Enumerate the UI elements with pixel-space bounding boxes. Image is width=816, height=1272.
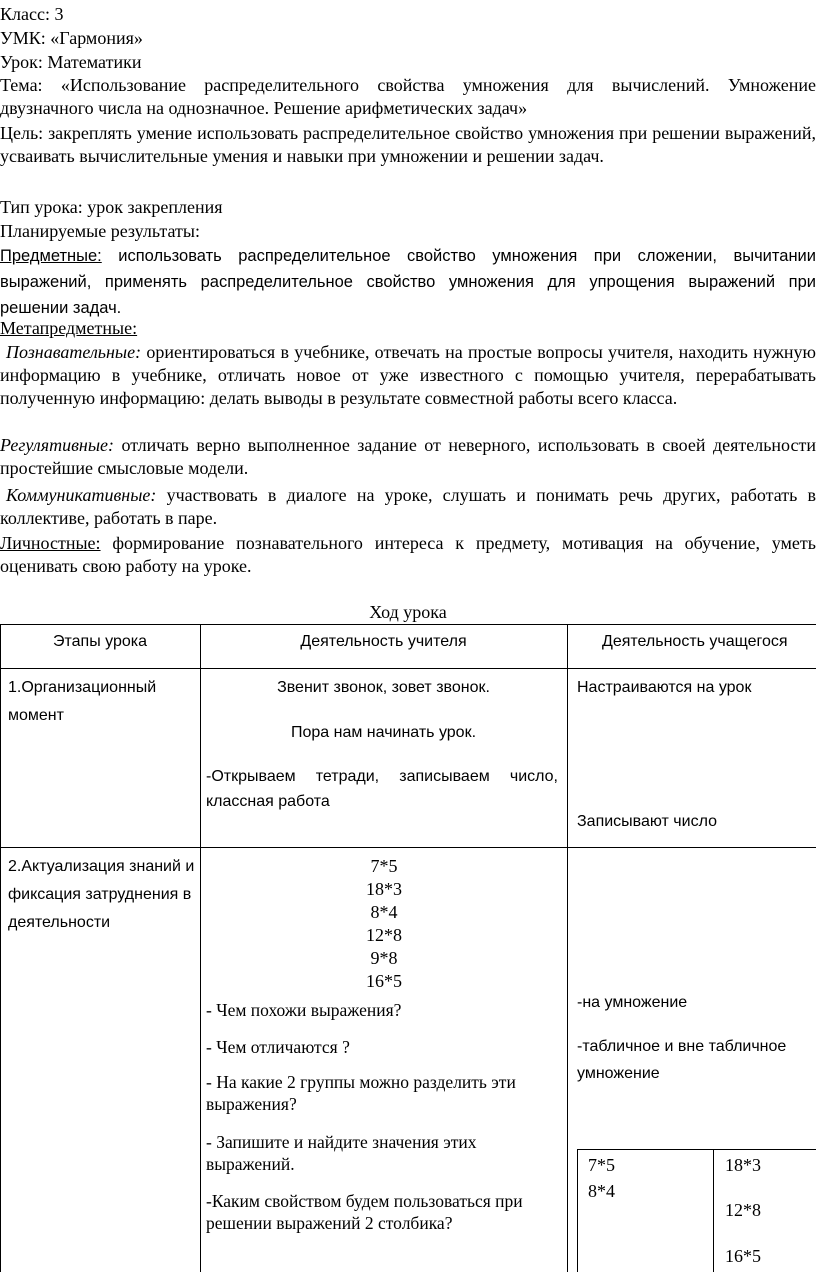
row1-stage: 1.Организационный момент	[8, 679, 157, 724]
course-table	[0, 624, 816, 1272]
regulative-results	[0, 434, 816, 480]
col-header-stages: Этапы урока	[52, 633, 148, 650]
inner-table-cell: 8*4	[588, 1181, 615, 1201]
umk-line: УМК: «Гармония»	[0, 28, 143, 48]
expression: 9*8	[370, 948, 398, 968]
table-border-top	[0, 624, 816, 625]
col-header-teacher: Деятельность учителя	[300, 633, 467, 650]
expression: 12*8	[366, 925, 402, 945]
student-answer: -табличное и вне табличное умножение	[577, 1038, 787, 1082]
inner-table-top	[577, 1149, 816, 1150]
communicative-label: Коммуникативные:	[6, 485, 157, 505]
inner-table-cell: 12*8	[725, 1200, 761, 1220]
communicative-results	[0, 484, 816, 530]
row1-student-line1: Настраиваются на урок	[577, 679, 752, 696]
row2-stage: 2.Актуализация знаний и фиксация затруднения в деятельности	[8, 858, 195, 931]
cognitive-results	[0, 341, 816, 410]
teacher-question: - На какие 2 группы можно разделить эти выражения?	[206, 1072, 516, 1114]
personal-results	[0, 532, 816, 578]
table-header-line	[0, 668, 816, 669]
regulative-label: Регулятивные:	[0, 435, 114, 455]
inner-table-cell: 16*5	[725, 1246, 761, 1266]
meta-label-text: Метапредметные:	[0, 318, 138, 338]
expression: 8*4	[370, 902, 398, 922]
row1-student-line2: Записывают число	[577, 813, 717, 830]
inner-table-cell: 7*5	[588, 1155, 615, 1175]
row1-teacher-line3: -Открываем тетради, записываем число, классная работа	[206, 768, 558, 810]
inner-table-cell: 18*3	[725, 1155, 761, 1175]
lesson-type: Тип урока: урок закрепления	[0, 197, 223, 217]
row1-teacher-line2: Пора нам начинать урок.	[290, 724, 477, 741]
table-row-line	[0, 847, 816, 848]
personal-label: Личностные:	[0, 533, 101, 553]
class-line: Класс: 3	[0, 4, 64, 24]
row1-teacher-line1: Звенит звонок, зовет звонок.	[277, 679, 490, 696]
inner-table-left	[577, 1149, 578, 1272]
expression: 16*5	[366, 971, 402, 991]
lesson-line: Урок: Математики	[0, 52, 142, 72]
personal-text: формирование познавательного интереса к предмету, мотивация на обучение, уметь оценивать свою работу на уроке.	[0, 533, 816, 576]
student-answer: -на умножение	[577, 994, 688, 1011]
expression: 18*3	[366, 879, 402, 899]
expression: 7*5	[370, 856, 398, 876]
teacher-question: - Чем похожи выражения?	[206, 1000, 402, 1020]
inner-table-mid	[713, 1149, 714, 1272]
subject-results	[0, 243, 816, 321]
topic: Тема: «Использование распределительного свойства умножения для вычислений. Умножение двузначного числа на однозначное. Решение арифметических задач»	[0, 75, 816, 118]
cognitive-text: ориентироваться в учебнике, отвечать на простые вопросы учителя, находить нужную информацию в учебнике, отличать новое от уже известного с помощью учителя, перерабатывать полученную информацию: делать выводы в результате совместной работы всего класса.	[0, 342, 816, 408]
communicative-text: участвовать в диалоге на уроке, слушать и понимать речь других, работать в коллективе, работать в паре.	[0, 485, 816, 528]
cognitive-label: Познавательные:	[6, 342, 142, 362]
subject-text: использовать распределительное свойство умножения при сложении, вычитании выражений, применять распределительное свойство умножения для упрощения выражений при решении задач.	[0, 247, 816, 317]
meta-label	[0, 316, 816, 340]
subject-label: Предметные:	[0, 247, 102, 265]
teacher-question: - Чем отличаются ?	[206, 1037, 350, 1057]
teacher-question: -Каким свойством будем пользоваться при решении выражений 2 столбика?	[206, 1191, 523, 1233]
course-title: Ход урока	[369, 602, 447, 622]
regulative-text: отличать верно выполненное задание от неверного, использовать в своей деятельности простейшие смысловые модели.	[0, 435, 816, 478]
table-col-line-2	[567, 624, 568, 1272]
col-header-students: Деятельность учащегося	[602, 633, 788, 650]
table-border-left	[0, 624, 1, 1272]
planned-results: Планируемые результаты:	[0, 221, 200, 241]
goal: Цель: закреплять умение использовать распределительное свойство умножения при решении выражений, усваивать вычислительные умения и навыки при умножении и решении задач.	[0, 123, 816, 166]
teacher-question: - Запишите и найдите значения этих выражений.	[206, 1132, 477, 1174]
